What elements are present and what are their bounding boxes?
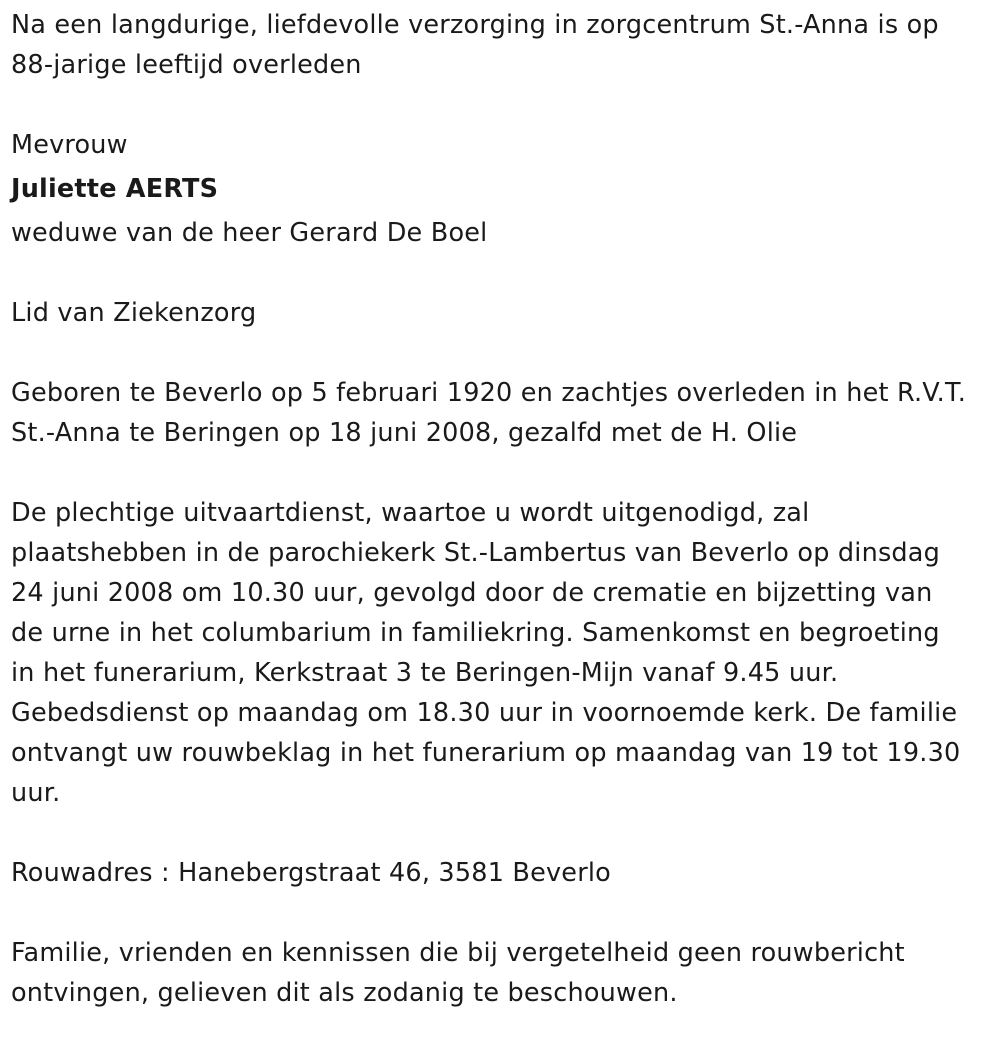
ceremony-text: De plechtige uitvaartdienst, waartoe u wordt uitgenodigd, zal plaatshebben in de parochiekerk St.-Lambertus van Beverlo op dinsdag 24 juni 2008 om 10.30 uur, gevolgd door de crematie en bijzetting van de urne in het columbarium in familiekring. Samenkomst en begroeting in het funerarium, Kerkstraat 3 te Beringen-Mijn vanaf 9.45 uur. Gebedsdienst op maandag om 18.30 uur in voornoemde kerk. De familie ontvangt uw rouwbeklag in het funerarium op maandag van 19 tot 19.30 uur.: [11, 498, 961, 808]
spacer: [11, 893, 991, 933]
spacer: [11, 333, 991, 373]
spacer: [11, 85, 991, 125]
closing-text: Familie, vrienden en kennissen die bij vergetelheid geen rouwbericht ontvingen, gelieven dit als zodanig te beschouwen.: [11, 938, 905, 1008]
membership-text: Lid van Ziekenzorg: [11, 298, 257, 328]
spouse-text: weduwe van de heer Gerard De Boel: [11, 218, 488, 248]
intro-text: Na een langdurige, liefdevolle verzorging in zorgcentrum St.-Anna is op 88-jarige leeftijd overleden: [11, 10, 939, 80]
deceased-name: Juliette AERTS: [11, 174, 219, 204]
spacer: [11, 813, 991, 853]
salutation: Mevrouw: [11, 130, 128, 160]
spacer: [11, 453, 991, 493]
address-text: Rouwadres : Hanebergstraat 46, 3581 Beverlo: [11, 858, 611, 888]
birth-death-text: Geboren te Beverlo op 5 februari 1920 en zachtjes overleden in het R.V.T. St.-Anna te Beringen op 18 juni 2008, gezalfd met de H. Olie: [11, 378, 966, 448]
spacer: [11, 253, 991, 293]
death-notice: [11, 5, 991, 1013]
